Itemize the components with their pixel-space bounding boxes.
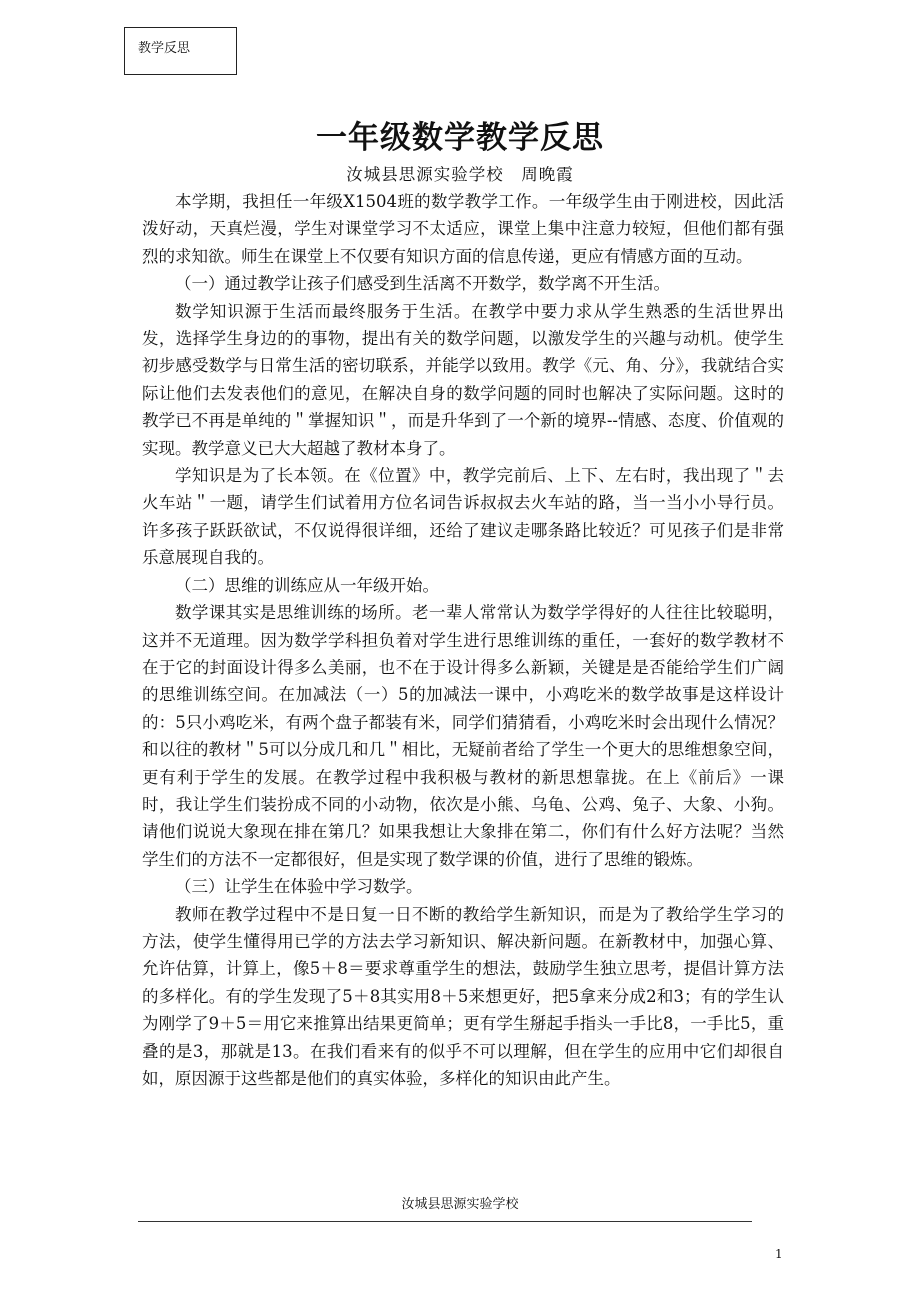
paragraph: 本学期，我担任一年级X1504班的数学教学工作。一年级学生由于刚进校，因此活泼好动，天真烂漫，学生对课堂学习不太适应，课堂上集中注意力较短，但他们都有强烈的求知欲。师生在课堂上不仅要有知识方面的信息传递，更应有情感方面的互动。 [142,192,784,266]
paragraph: 数学课其实是思维训练的场所。老一辈人常常认为数学学得好的人往往比较聪明，这并不无道理。因为数学学科担负着对学生进行思维训练的重任，一套好的数学教材不在于它的封面设计得多么美丽，也不在于设计得多么新颖，关键是是否能给学生们广阔的思维训练空间。在加减法（一）5的加减法一课中，小鸡吃米的数学故事是这样设计的：5只小鸡吃米，有两个盘子都装有米，同学们猜猜看，小鸡吃米时会出现什么情况？和以往的教材＂5可以分成几和几＂相比，无疑前者给了学生一个更大的思维想象空间，更有利于学生的发展。在教学过程中我积极与教材的新思想靠拢。在上《前后》一课时，我让学生们装扮成不同的小动物，依次是小熊、乌龟、公鸡、兔子、大象、小狗。请他们说说大象现在排在第几？如果我想让大象排在第二，你们有什么好方法呢？当然学生们的方法不一定都很好，但是实现了数学课的价值，进行了思维的锻炼。 [142,603,784,869]
section-heading: （三）让学生在体验中学习数学。 [175,877,423,897]
section-heading: （一）通过教学让孩子们感受到生活离不开数学，数学离不开生活。 [175,274,670,294]
paragraph: 学知识是为了长本领。在《位置》中，教学完前后、上下、左右时，我出现了＂去火车站＂一题，请学生们试着用方位名词告诉叔叔去火车站的路，当一当小小导行员。许多孩子跃跃欲试，不仅说得很详细，还给了建议走哪条路比较近？可见孩子们是非常乐意展现自我的。 [142,466,784,568]
page-number: 1 [775,1247,783,1261]
footer-divider [138,1221,752,1222]
header-tag-box [124,27,237,75]
author-byline: 汝城县思源实验学校 周晚霞 [346,165,574,184]
document-title: 一年级数学教学反思 [316,120,604,156]
footer-school: 汝城县思源实验学校 [401,1197,519,1212]
paragraph: 教师在教学过程中不是日复一日不断的教给学生新知识，而是为了教给学生学习的方法，使学生懂得用已学的方法去学习新知识、解决新问题。在新教材中，加强心算、允许估算，计算上，像5＋8＝要求尊重学生的想法，鼓励学生独立思考，提倡计算方法的多样化。有的学生发现了5＋8其实用8＋5来想更好，把5拿来分成2和3；有的学生认为刚学了9＋5＝用它来推算出结果更简单；更有学生掰起手指头一手比8，一手比5，重叠的是3，那就是13。在我们看来有的似乎不可以理解，但在学生的应用中它们却很自如，原因源于这些都是他们的真实体验，多样化的知识由此产生。 [142,904,784,1088]
section-heading: （二）思维的训练应从一年级开始。 [175,575,439,595]
header-tag: 教学反思 [138,41,191,56]
paragraph: 数学知识源于生活而最终服务于生活。在教学中要力求从学生熟悉的生活世界出发，选择学生身边的的事物，提出有关的数学问题，以激发学生的兴趣与动机。使学生初步感受数学与日常生活的密切联系，并能学以致用。教学《元、角、分》，我就结合实际让他们去发表他们的意见，在解决自身的数学问题的同时也解决了实际问题。这时的教学已不再是单纯的＂掌握知识＂，而是升华到了一个新的境界--情感、态度、价值观的实现。教学意义已大大超越了教材本身了。 [142,301,784,458]
document-body [142,188,784,1092]
